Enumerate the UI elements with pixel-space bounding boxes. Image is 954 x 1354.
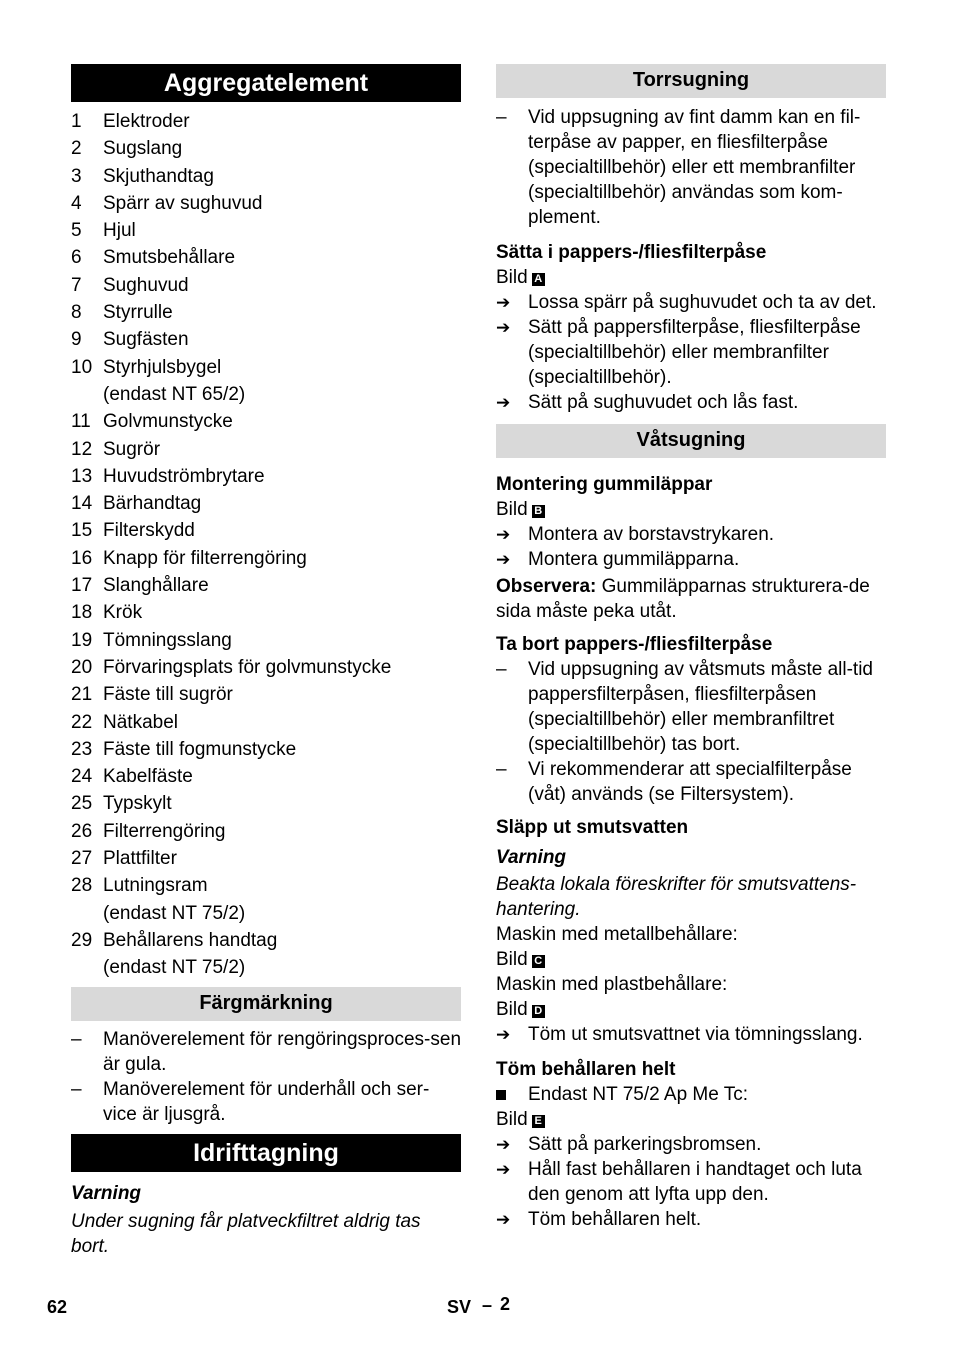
item-text: Krök — [103, 602, 143, 624]
item-text: Huvudströmbrytare — [103, 465, 265, 487]
color-marking-list — [71, 1027, 461, 1127]
list-item — [71, 326, 461, 353]
heading-aggregatelement: Aggregatelement — [71, 64, 461, 102]
item-number: 15 — [71, 520, 93, 542]
item-text: Smutsbehållare — [103, 247, 236, 269]
figure-ref-b — [496, 497, 886, 522]
item-subtext: (endast NT 75/2) — [103, 902, 246, 924]
list-item — [71, 763, 461, 790]
step-item — [496, 315, 886, 390]
dash-item — [71, 1077, 461, 1127]
item-number: 7 — [71, 274, 82, 296]
tabort-list — [496, 657, 886, 807]
item-number: 12 — [71, 438, 93, 460]
step-text: Håll fast behållaren i handtaget och luta den genom att lyfta upp den. — [528, 1159, 862, 1205]
dash-text: Vid uppsugning av våtsmuts måste all-tid pappersfilterpåsen, fliesfilterpåsen (specialtillbehör) eller membranfiltret (specialtillbehör) tas bort. — [528, 659, 873, 755]
item-number: 29 — [71, 929, 93, 951]
arrow-icon: ➔ — [496, 1160, 511, 1179]
warning2-title: Varning — [496, 847, 567, 868]
item-number: 11 — [71, 411, 91, 433]
warning2-text: Beakta lokala föreskrifter för smutsvattens-hantering. — [496, 874, 857, 920]
item-text: Förvaringsplats för golvmunstycke — [103, 656, 392, 678]
footer-separator: – — [482, 1295, 493, 1315]
list-item — [71, 572, 461, 599]
list-item — [71, 108, 461, 135]
item-number: 1 — [71, 111, 82, 132]
item-text: Styrrulle — [103, 302, 173, 324]
observera-label: Observera: — [496, 576, 597, 597]
figure-c-icon: C — [532, 955, 545, 968]
montering-steps — [496, 522, 886, 572]
step-text: Töm behållaren helt. — [528, 1209, 702, 1230]
tom-steps — [496, 1132, 886, 1232]
item-number: 22 — [71, 711, 93, 733]
item-number: 23 — [71, 738, 93, 760]
list-item — [71, 709, 461, 736]
arrow-icon: ➔ — [496, 1135, 511, 1154]
step-item — [496, 547, 886, 572]
item-number: 26 — [71, 820, 93, 842]
item-number: 16 — [71, 547, 93, 569]
torr-dash-item — [496, 105, 886, 230]
dash-item — [496, 657, 886, 757]
figure-ref-d — [496, 997, 886, 1022]
figure-ref-c — [496, 947, 886, 972]
item-text: Nätkabel — [103, 711, 178, 733]
item-text: Bärhandtag — [103, 493, 202, 515]
section-montering: Montering gummiläppar — [496, 474, 713, 495]
dash-mark: – — [496, 759, 507, 780]
item-number: 24 — [71, 766, 93, 788]
bild-label: Bild — [496, 1109, 528, 1130]
figure-b-icon: B — [532, 505, 545, 518]
item-number: 5 — [71, 220, 82, 242]
figure-d-icon: D — [532, 1005, 545, 1018]
list-item — [71, 736, 461, 763]
figure-ref-a — [496, 265, 886, 290]
section-tom-behallaren: Töm behållaren helt — [496, 1059, 676, 1080]
item-number: 10 — [71, 356, 93, 378]
item-subtext: (endast NT 75/2) — [103, 957, 246, 979]
arrow-icon: ➔ — [496, 1025, 511, 1044]
section-satta-i: Sätta i pappers-/fliesfilterpåse — [496, 242, 767, 263]
item-text: Hjul — [103, 220, 136, 242]
list-item — [71, 408, 461, 435]
item-number: 14 — [71, 493, 93, 515]
observera-note — [496, 574, 886, 624]
list-item — [71, 463, 461, 490]
list-item — [71, 436, 461, 463]
list-item — [71, 163, 461, 190]
list-item — [71, 135, 461, 162]
item-text: Fäste till sugrör — [103, 684, 233, 706]
arrow-icon: ➔ — [496, 525, 511, 544]
item-text: Plattfilter — [103, 848, 177, 870]
item-text: Behållarens handtag — [103, 929, 278, 951]
item-number: 8 — [71, 302, 82, 324]
step-text: Sätt på parkeringsbromsen. — [528, 1134, 762, 1155]
step-text: Montera gummiläpparna. — [528, 549, 740, 570]
item-text: Slanghållare — [103, 575, 209, 597]
list-item — [71, 244, 461, 271]
item-number: 19 — [71, 629, 93, 651]
figure-ref-e — [496, 1107, 886, 1132]
component-list — [71, 108, 461, 982]
dash-item — [496, 757, 886, 807]
item-subtext: (endast NT 65/2) — [103, 383, 246, 405]
step-text: Töm ut smutsvattnet via tömningsslang. — [528, 1024, 863, 1045]
item-text: Lutningsram — [103, 875, 208, 897]
list-item — [71, 627, 461, 654]
item-text: Sugfästen — [103, 329, 189, 351]
item-number: 13 — [71, 465, 93, 487]
square-bullet-icon — [496, 1082, 528, 1107]
item-text: Sugrör — [103, 438, 161, 460]
figure-e-icon: E — [532, 1115, 545, 1128]
item-number: 17 — [71, 575, 93, 597]
list-item — [71, 190, 461, 217]
step-item — [496, 1207, 886, 1232]
item-number: 3 — [71, 165, 82, 187]
section-slapp-ut: Släpp ut smutsvatten — [496, 817, 689, 838]
warning-title: Varning — [71, 1182, 142, 1204]
item-number: 21 — [71, 684, 93, 706]
list-item — [71, 272, 461, 299]
endast-item — [496, 1082, 886, 1107]
step-text: Lossa spärr på sughuvudet och ta av det. — [528, 292, 877, 313]
arrow-icon: ➔ — [496, 1210, 511, 1229]
item-text: Sugslang — [103, 138, 183, 160]
heading-torrsugning: Torrsugning — [496, 64, 886, 98]
list-item — [71, 790, 461, 817]
observera-text: Gummiläpparnas strukturera-de sida måste peka utåt. — [496, 576, 870, 622]
item-text: Skjuthandtag — [103, 165, 214, 187]
dash-item — [71, 1027, 461, 1077]
item-text: Tömningsslang — [103, 629, 232, 651]
heading-vatsugning: Våtsugning — [496, 424, 886, 458]
arrow-icon: ➔ — [496, 293, 511, 312]
dash-mark: – — [71, 1028, 82, 1050]
item-number: 27 — [71, 848, 93, 870]
endast-text: Endast NT 75/2 Ap Me Tc: — [528, 1084, 749, 1105]
slapp-step — [496, 1022, 886, 1047]
list-item — [71, 818, 461, 845]
item-text: Elektroder — [103, 111, 190, 132]
metall-label: Maskin med metallbehållare: — [496, 924, 738, 945]
item-text: Fäste till fogmunstycke — [103, 738, 297, 760]
list-item — [71, 490, 461, 517]
right-column — [496, 64, 886, 1232]
step-item — [496, 522, 886, 547]
list-item — [71, 654, 461, 681]
dash-text: Manöverelement för rengöringsproces-sen är gula. — [103, 1028, 462, 1075]
bild-label: Bild — [496, 949, 528, 970]
dash-text: Vid uppsugning av fint damm kan en fil-terpåse av papper, en fliesfilterpåse (specialtillbehör) eller ett membranfilter (specialtillbehör) användas som kom-plement. — [528, 107, 861, 228]
plast-label: Maskin med plastbehållare: — [496, 974, 728, 995]
item-number: 2 — [71, 138, 82, 160]
bild-label: Bild — [496, 267, 528, 288]
list-item — [71, 872, 461, 899]
step-item — [496, 390, 886, 415]
list-item — [71, 299, 461, 326]
step-text: Sätt på pappersfilterpåse, fliesfilterpåse (specialtillbehör) eller membranfilter (specialtillbehör). — [528, 317, 861, 388]
page-number: 62 — [47, 1297, 68, 1317]
step-item — [496, 1157, 886, 1207]
arrow-icon: ➔ — [496, 550, 511, 569]
list-item — [71, 681, 461, 708]
left-column — [71, 64, 461, 1259]
dash-mark: – — [496, 107, 507, 128]
item-text: Filterrengöring — [103, 820, 226, 842]
list-item — [71, 217, 461, 244]
list-item — [71, 517, 461, 544]
item-text: Kabelfäste — [103, 766, 193, 788]
item-text: Styrhjulsbygel — [103, 356, 222, 378]
item-text: Typskylt — [103, 793, 172, 815]
dash-mark: – — [71, 1078, 82, 1100]
step-item — [496, 290, 886, 315]
item-text: Sughuvud — [103, 274, 189, 296]
item-number: 6 — [71, 247, 82, 269]
heading-fargmarkning: Färgmärkning — [71, 987, 461, 1021]
item-text: Golvmunstycke — [103, 411, 233, 433]
item-text: Knapp för filterrengöring — [103, 547, 307, 569]
list-item — [71, 927, 461, 954]
list-item — [71, 354, 461, 381]
item-text: Spärr av sughuvud — [103, 192, 263, 214]
list-item — [71, 599, 461, 626]
warning-text: Under sugning får platveckfiltret aldrig tas bort. — [71, 1210, 421, 1257]
item-number: 4 — [71, 192, 82, 214]
section-ta-bort: Ta bort pappers-/fliesfilterpåse — [496, 634, 773, 655]
dash-text: Vi rekommenderar att specialfilterpåse (våt) används (se Filtersystem). — [528, 759, 852, 805]
bild-label: Bild — [496, 499, 528, 520]
satta-steps — [496, 290, 886, 415]
item-number: 25 — [71, 793, 93, 815]
dash-text: Manöverelement för underhåll och ser-vice är ljusgrå. — [103, 1078, 430, 1125]
language-code: SV — [447, 1297, 472, 1317]
list-item — [71, 845, 461, 872]
item-number: 9 — [71, 329, 82, 351]
item-number: 28 — [71, 875, 93, 897]
step-text: Montera av borstavstrykaren. — [528, 524, 775, 545]
list-item — [71, 545, 461, 572]
item-text: Filterskydd — [103, 520, 195, 542]
heading-idrifttagning: Idrifttagning — [71, 1134, 461, 1172]
step-text: Sätt på sughuvudet och lås fast. — [528, 392, 799, 413]
item-number: 20 — [71, 656, 93, 678]
section-page-number: 2 — [500, 1294, 511, 1314]
figure-a-icon: A — [532, 273, 545, 286]
arrow-icon: ➔ — [496, 318, 511, 337]
bild-label: Bild — [496, 999, 528, 1020]
step-item — [496, 1132, 886, 1157]
arrow-icon: ➔ — [496, 393, 511, 412]
item-number: 18 — [71, 602, 93, 624]
dash-mark: – — [496, 659, 507, 680]
